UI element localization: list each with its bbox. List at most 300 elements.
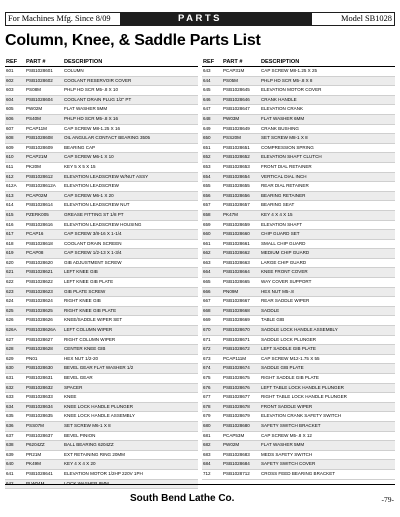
table-row <box>5 268 198 278</box>
description-cell: CRANK HANDLE <box>260 95 395 105</box>
part-number-cell: PS05M <box>222 76 260 86</box>
part-number-cell: PSB1028622 <box>25 278 63 288</box>
description-cell: RIGHT KNEE GIB PLATE <box>63 306 198 316</box>
part-number-cell: P6204ZZ <box>25 441 63 451</box>
part-number-cell: PSB1028669 <box>222 316 260 326</box>
ref-cell: 712 <box>202 469 222 479</box>
ref-cell: 650 <box>202 134 222 144</box>
description-cell: KEY 4 X 4 X 15 <box>260 210 395 220</box>
table-row <box>202 268 395 278</box>
ref-cell: 647 <box>202 105 222 115</box>
part-number-cell: PSB1028680 <box>222 421 260 431</box>
ref-cell: 612A <box>5 182 25 192</box>
ref-cell: 603 <box>5 86 25 96</box>
table-row <box>202 153 395 163</box>
description-cell: COOLANT DRAIN SCREEN <box>63 239 198 249</box>
table-row <box>202 134 395 144</box>
table-row <box>202 335 395 345</box>
description-cell: CRANK BUSHING <box>260 124 395 134</box>
ref-cell: 676 <box>202 383 222 393</box>
part-number-cell: PSB1028684 <box>222 460 260 470</box>
ref-cell: 632 <box>5 383 25 393</box>
table-row <box>5 306 198 316</box>
part-number-cell: PS08M <box>25 86 63 96</box>
part-number-cell: PSB1028645 <box>222 86 260 96</box>
description-cell: SADDLE LOCK PLUNGER <box>260 335 395 345</box>
part-number-cell: PSB1028675 <box>222 374 260 384</box>
description-cell: ELEVATION LEADSCREW W/NUT ASSY <box>63 172 198 182</box>
ref-cell: 619 <box>5 249 25 259</box>
table-row <box>202 105 395 115</box>
ref-cell: 651 <box>202 143 222 153</box>
part-number-cell: PLW04M <box>25 479 63 489</box>
description-cell: PHLP HD SCR M5-.8 X 8 <box>260 76 395 86</box>
table-row <box>5 469 198 479</box>
part-number-cell: PSB1028609 <box>25 143 63 153</box>
description-cell: COMPRESSION SPRING <box>260 143 395 153</box>
table-row <box>202 210 395 220</box>
table-row <box>202 374 395 384</box>
part-number-cell: PSB1028677 <box>222 393 260 403</box>
parts-table-right <box>202 58 395 480</box>
part-number-cell: PSB1028678 <box>222 402 260 412</box>
ref-cell: 636 <box>5 421 25 431</box>
table-row <box>202 469 395 479</box>
description-cell: KNEE FRONT COVER <box>260 268 395 278</box>
description-cell: SAFETY SWITCH COVER <box>260 460 395 470</box>
part-number-cell: PN09M <box>222 287 260 297</box>
part-number-cell: PSB1028625 <box>25 306 63 316</box>
ref-cell: 627 <box>5 335 25 345</box>
description-cell: GREASE FITTING ST 1/8 PT <box>63 210 198 220</box>
part-number-cell: PSB1028616 <box>25 220 63 230</box>
description-cell: SET SCREW M6-1 X 8 <box>63 421 198 431</box>
table-row <box>5 431 198 441</box>
description-cell: SAFETY SWITCH BRACKET <box>260 421 395 431</box>
table-row <box>202 239 395 249</box>
ref-cell: 625 <box>5 306 25 316</box>
ref-cell: 609 <box>5 143 25 153</box>
description-cell: FRONT DIAL RETAINER <box>260 162 395 172</box>
part-number-cell: PCAP53M <box>222 431 260 441</box>
table-row <box>5 105 198 115</box>
ref-cell: 684 <box>202 460 222 470</box>
part-number-cell: PSB1028665 <box>222 278 260 288</box>
ref-cell: 670 <box>202 326 222 336</box>
part-number-cell: PSB1028614 <box>25 201 63 211</box>
description-cell: ELEVATION LEADSCREW <box>63 182 198 192</box>
part-number-cell: PSB1028647 <box>222 105 260 115</box>
description-cell: COOLANT RESERVOIR COVER <box>63 76 198 86</box>
part-number-cell: PK20M <box>25 162 63 172</box>
parts-rows-left <box>5 67 198 489</box>
description-cell: KNEE LOCK HANDLE ASSEMBLY <box>63 412 198 422</box>
ref-cell: 653 <box>202 162 222 172</box>
part-number-cell: PSB1028676 <box>222 383 260 393</box>
part-number-cell: PCAP111M <box>222 354 260 364</box>
description-cell: ELEVATION LEADSCREW NUT <box>63 201 198 211</box>
description-cell: ELEVATION SHAFT CLUTCH <box>260 153 395 163</box>
table-row <box>5 335 198 345</box>
ref-cell: 604 <box>5 95 25 105</box>
table-row <box>202 421 395 431</box>
table-row <box>5 95 198 105</box>
part-number-cell: PSB1028683 <box>222 450 260 460</box>
part-number-cell: PSB1028654 <box>222 172 260 182</box>
ref-cell: 644 <box>202 76 222 86</box>
table-row <box>202 95 395 105</box>
description-cell: COLUMN <box>63 67 198 77</box>
part-number-cell: PSB1028618 <box>25 239 63 249</box>
description-cell: LEFT COLUMN WIPER <box>63 326 198 336</box>
ref-cell: 682 <box>202 441 222 451</box>
table-row <box>202 67 395 77</box>
ref-cell: 618 <box>5 239 25 249</box>
table-row <box>5 345 198 355</box>
description-cell: CROSS FEED BEARING BRACKET <box>260 469 395 479</box>
header-manufacture-date: For Machines Mfg. Since 8/09 <box>6 13 120 25</box>
part-number-cell: PZERK005 <box>25 210 63 220</box>
table-row <box>202 326 395 336</box>
description-cell: CAP SCREW M8-1.25 X 25 <box>260 67 395 77</box>
ref-cell: 640 <box>5 460 25 470</box>
part-number-cell: PSB1028674 <box>222 364 260 374</box>
part-number-cell: PSB1028608 <box>25 134 63 144</box>
ref-cell: 660 <box>202 230 222 240</box>
table-row <box>5 239 198 249</box>
part-number-cell: PSB1028637 <box>25 431 63 441</box>
page-title: Column, Knee, & Saddle Parts List <box>5 32 261 49</box>
ref-cell: 677 <box>202 393 222 403</box>
ref-cell: 634 <box>5 402 25 412</box>
table-row <box>5 278 198 288</box>
table-row <box>5 364 198 374</box>
description-cell: LOCK WASHER 8MM <box>63 479 198 489</box>
description-cell: ELEVATION MOTOR 1/2HP 220V 1PH <box>63 469 198 479</box>
header-model-number: Model SB1028 <box>312 13 394 25</box>
description-cell: BEARING RETAINER <box>260 191 395 201</box>
description-cell: PHLP HD SCR M5-.8 X 10 <box>63 86 198 96</box>
part-number-cell: PSB1028628 <box>25 345 63 355</box>
ref-cell: 613 <box>5 191 25 201</box>
part-number-cell: PSB1028612A <box>25 182 63 192</box>
table-row <box>202 460 395 470</box>
table-row <box>202 306 395 316</box>
table-row <box>5 287 198 297</box>
description-cell: CENTER KNEE GIB <box>63 345 198 355</box>
ref-cell: 629 <box>5 354 25 364</box>
column-header-part-number: PART # <box>222 58 260 67</box>
table-row <box>5 393 198 403</box>
table-row <box>5 230 198 240</box>
ref-cell: 674 <box>202 364 222 374</box>
part-number-cell: PSB1028660 <box>222 230 260 240</box>
part-number-cell: PSB1028649 <box>222 124 260 134</box>
description-cell: SADDLE LOCK HANDLE ASSEMBLY <box>260 326 395 336</box>
ref-cell: 649 <box>202 124 222 134</box>
table-row <box>5 134 198 144</box>
part-number-cell: PSB1028668 <box>222 306 260 316</box>
part-number-cell: PSB1028646 <box>222 95 260 105</box>
part-number-cell: PS40M <box>25 114 63 124</box>
ref-cell: 672 <box>202 345 222 355</box>
part-number-cell: PSB1028679 <box>222 412 260 422</box>
part-number-cell: PSB1028641 <box>25 469 63 479</box>
description-cell: BEVEL GEAR FLAT WASHER 1/2 <box>63 364 198 374</box>
part-number-cell: PSB1028663 <box>222 258 260 268</box>
ref-cell: 669 <box>202 316 222 326</box>
description-cell: ELEVATION CRANK <box>260 105 395 115</box>
part-number-cell: PCAP21M <box>25 153 63 163</box>
part-number-cell: PSB1028634 <box>25 402 63 412</box>
ref-cell: 628 <box>5 345 25 355</box>
part-number-cell: PCAP31M <box>222 67 260 77</box>
part-number-cell: PSB1028655 <box>222 182 260 192</box>
part-number-cell: PSB1028601 <box>25 67 63 77</box>
part-number-cell: PSB1028602 <box>25 76 63 86</box>
ref-cell: 617 <box>5 230 25 240</box>
description-cell: MEDIUM CHIP GUARD <box>260 249 395 259</box>
table-row <box>5 172 198 182</box>
ref-cell: 673 <box>202 354 222 364</box>
description-cell: FRONT SADDLE WIPER <box>260 402 395 412</box>
ref-cell: 602 <box>5 76 25 86</box>
table-row <box>202 201 395 211</box>
part-number-cell: PSS20M <box>222 134 260 144</box>
ref-cell: 678 <box>202 402 222 412</box>
description-cell: MEDS SAFETY SWITCH <box>260 450 395 460</box>
ref-cell: 661 <box>202 239 222 249</box>
table-row <box>5 450 198 460</box>
description-cell: FLAT WASHER 5MM <box>63 105 198 115</box>
description-cell: CAP SCREW 3/8-16 X 1-1/4 <box>63 230 198 240</box>
description-cell: COOLANT DRAIN PLUG 1/2" PT <box>63 95 198 105</box>
ref-cell: 626 <box>5 316 25 326</box>
table-row <box>202 393 395 403</box>
ref-cell: 641 <box>5 469 25 479</box>
table-row <box>202 316 395 326</box>
description-cell: PHLP HD SCR M5-.8 X 16 <box>63 114 198 124</box>
ref-cell: 615 <box>5 210 25 220</box>
table-row <box>5 201 198 211</box>
ref-cell: 664 <box>202 268 222 278</box>
ref-cell: 662 <box>202 249 222 259</box>
table-header-row <box>5 58 198 67</box>
description-cell: REAR DIAL RETAINER <box>260 182 395 192</box>
part-number-cell: PSB1028651 <box>222 143 260 153</box>
table-row <box>202 354 395 364</box>
column-header-ref: REF <box>202 58 222 67</box>
table-row <box>202 412 395 422</box>
table-row <box>202 124 395 134</box>
ref-cell: 668 <box>202 306 222 316</box>
ref-cell: 622 <box>5 278 25 288</box>
ref-cell: 683 <box>202 450 222 460</box>
table-row <box>202 258 395 268</box>
table-row <box>202 162 395 172</box>
footer-brand: South Bend Lathe Co. <box>130 493 235 504</box>
description-cell: ELEVATION CRANK SAFETY SWITCH <box>260 412 395 422</box>
ref-cell: 658 <box>202 210 222 220</box>
description-cell: RIGHT SADDLE GIB PLATE <box>260 374 395 384</box>
part-number-cell: PW03M <box>222 114 260 124</box>
part-number-cell: PCAP16 <box>25 230 63 240</box>
ref-cell: 610 <box>5 153 25 163</box>
table-row <box>202 278 395 288</box>
table-row <box>202 441 395 451</box>
table-row <box>202 297 395 307</box>
description-cell: BEARING SEAT <box>260 201 395 211</box>
table-row <box>5 67 198 77</box>
description-cell: BALL BEARING 6204ZZ <box>63 441 198 451</box>
description-cell: KEY 4 X 4 X 20 <box>63 460 198 470</box>
description-cell: OIL ANGULAR CONTACT BEARING 3505 <box>63 134 198 144</box>
description-cell: KNEE/SADDLE WIPER SET <box>63 316 198 326</box>
table-row <box>202 364 395 374</box>
column-header-part-number: PART # <box>25 58 63 67</box>
part-number-cell: PCAP08 <box>25 249 63 259</box>
description-cell: KEY 5 X 5 X 15 <box>63 162 198 172</box>
description-cell: LEFT KNEE GIB PLATE <box>63 278 198 288</box>
page-number: -79- <box>381 495 394 504</box>
part-number-cell: PW02M <box>222 441 260 451</box>
table-row <box>5 191 198 201</box>
description-cell: RIGHT TABLE LOCK HANDLE PLUNGER <box>260 393 395 403</box>
part-number-cell: PSB1028712 <box>222 469 260 479</box>
table-row <box>5 460 198 470</box>
table-row <box>5 297 198 307</box>
table-row <box>202 172 395 182</box>
ref-cell: 639 <box>5 450 25 460</box>
ref-cell: 663 <box>202 258 222 268</box>
part-number-cell: PSB1028632 <box>25 383 63 393</box>
description-cell: LEFT SADDLE GIB PLATE <box>260 345 395 355</box>
ref-cell: 633 <box>5 393 25 403</box>
description-cell: EXT RETAINING RING 20MM <box>63 450 198 460</box>
ref-cell: 667 <box>202 297 222 307</box>
description-cell: BEVEL PINION <box>63 431 198 441</box>
table-row <box>5 143 198 153</box>
description-cell: CAP SCREW M5-.8 X 12 <box>260 431 395 441</box>
parts-table-left <box>5 58 198 489</box>
part-number-cell: PSB1028652 <box>222 153 260 163</box>
ref-cell: 611 <box>5 162 25 172</box>
part-number-cell: PSB1028653 <box>222 162 260 172</box>
table-row <box>5 249 198 259</box>
description-cell: SET SCREW M8-1 X 8 <box>260 134 395 144</box>
ref-cell: 621 <box>5 268 25 278</box>
part-number-cell: PSB1028624 <box>25 297 63 307</box>
description-cell: VERTICAL DIAL INCH <box>260 172 395 182</box>
table-row <box>5 374 198 384</box>
ref-cell: 681 <box>202 431 222 441</box>
header-section-title: PARTS <box>178 13 222 24</box>
table-row <box>5 258 198 268</box>
table-row <box>5 421 198 431</box>
description-cell: SADDLE <box>260 306 395 316</box>
description-cell: FLAT WASHER 5MM <box>260 441 395 451</box>
description-cell: ELEVATION MOTOR COVER <box>260 86 395 96</box>
table-header-row <box>202 58 395 67</box>
column-header-description: DESCRIPTION <box>260 58 395 67</box>
ref-cell: 666 <box>202 287 222 297</box>
description-cell: KNEE <box>63 393 198 403</box>
part-number-cell: PSB1028635 <box>25 412 63 422</box>
part-number-cell: PSB1028630 <box>25 364 63 374</box>
ref-cell: 606 <box>5 114 25 124</box>
part-number-cell: PK49M <box>25 460 63 470</box>
table-row <box>5 153 198 163</box>
ref-cell: 630 <box>5 364 25 374</box>
description-cell: LEFT TABLE LOCK HANDLE PLUNGER <box>260 383 395 393</box>
ref-cell: 620 <box>5 258 25 268</box>
table-row <box>5 402 198 412</box>
table-row <box>5 210 198 220</box>
table-row <box>202 249 395 259</box>
table-row <box>5 220 198 230</box>
ref-cell: 623 <box>5 287 25 297</box>
description-cell: GIB ADJUSTMENT SCREW <box>63 258 198 268</box>
part-number-cell: PSB1028656 <box>222 191 260 201</box>
description-cell: RIGHT COLUMN WIPER <box>63 335 198 345</box>
ref-cell: 657 <box>202 201 222 211</box>
ref-cell: 607 <box>5 124 25 134</box>
description-cell: CAP SCREW M6-1 X 10 <box>63 153 198 163</box>
description-cell: LARGE CHIP GUARD <box>260 258 395 268</box>
part-number-cell: PSB1028626A <box>25 326 63 336</box>
description-cell: BEARING CAP <box>63 143 198 153</box>
ref-cell: 624 <box>5 297 25 307</box>
description-cell: REAR SADDLE WIPER <box>260 297 395 307</box>
part-number-cell: PSB1028612 <box>25 172 63 182</box>
column-header-description: DESCRIPTION <box>63 58 198 67</box>
description-cell: CAP SCREW M6-1 X 20 <box>63 191 198 201</box>
ref-cell: 637 <box>5 431 25 441</box>
ref-cell: 656 <box>202 191 222 201</box>
part-number-cell: PSB1028657 <box>222 201 260 211</box>
ref-cell: 601 <box>5 67 25 77</box>
part-number-cell: PSB1028671 <box>222 335 260 345</box>
description-cell: TABLE GIB <box>260 316 395 326</box>
part-number-cell: PCAP11M <box>25 124 63 134</box>
table-row <box>202 114 395 124</box>
description-cell: ELEVATION SHAFT <box>260 220 395 230</box>
table-row <box>5 316 198 326</box>
ref-cell: 614 <box>5 201 25 211</box>
part-number-cell: PSS07M <box>25 421 63 431</box>
part-number-cell: PSB1028604 <box>25 95 63 105</box>
ref-cell: 665 <box>202 278 222 288</box>
table-row <box>202 220 395 230</box>
table-row <box>5 326 198 336</box>
description-cell: SADDLE GIB PLATE <box>260 364 395 374</box>
description-cell: CAP SCREW M12-1.75 X 55 <box>260 354 395 364</box>
part-number-cell: PSB1028664 <box>222 268 260 278</box>
description-cell: WAY COVER SUPPORT <box>260 278 395 288</box>
table-row <box>202 431 395 441</box>
table-row <box>202 450 395 460</box>
ref-cell: 646 <box>202 95 222 105</box>
part-number-cell: PR21M <box>25 450 63 460</box>
description-cell: RIGHT KNEE GIB <box>63 297 198 307</box>
ref-cell: 631 <box>5 374 25 384</box>
part-number-cell: PSB1028659 <box>222 220 260 230</box>
description-cell: ELEVATION LEADSCREW HOUSING <box>63 220 198 230</box>
table-row <box>5 114 198 124</box>
table-row <box>202 182 395 192</box>
table-row <box>202 230 395 240</box>
description-cell: BEVEL GEAR <box>63 374 198 384</box>
